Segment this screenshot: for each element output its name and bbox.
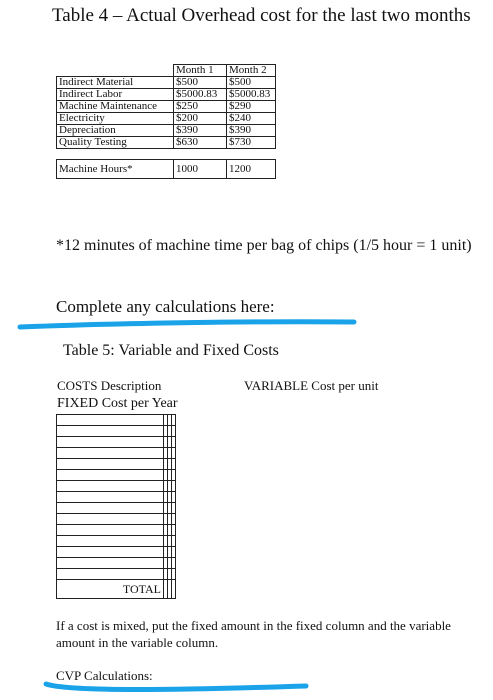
total-label: TOTAL: [57, 580, 164, 599]
machine-time-footnote: *12 minutes of machine time per bag of chips (1/5 hour = 1 unit): [56, 237, 472, 254]
row-label: Quality Testing: [57, 137, 174, 149]
month-2-value: $500: [227, 77, 276, 89]
row-label: Machine Maintenance: [57, 101, 174, 113]
row-label: Electricity: [57, 113, 174, 125]
month-1-value: $390: [174, 125, 227, 137]
month-1-value: $200: [174, 113, 227, 125]
month-1-value: $250: [174, 101, 227, 113]
row-label: Indirect Labor: [57, 89, 174, 101]
month-2-value: $390: [227, 125, 276, 137]
month-2-value: $240: [227, 113, 276, 125]
row-label: Machine Hours*: [57, 160, 174, 179]
month-1-value: 1000: [174, 160, 227, 179]
mixed-cost-note: If a cost is mixed, put the fixed amount in the fixed column and the variable amount in the variable column.: [56, 618, 451, 650]
month-2-value: $5000.83: [227, 89, 276, 101]
month-1-value: $630: [174, 137, 227, 149]
calculations-heading: Complete any calculations here:: [56, 297, 275, 316]
cvp-calculations-label: CVP Calculations:: [56, 668, 153, 683]
header-month-2: Month 2: [227, 65, 276, 77]
row-label: Indirect Material: [57, 77, 174, 89]
month-1-value: $5000.83: [174, 89, 227, 101]
costs-description-label: COSTS Description: [57, 378, 162, 393]
fixed-cost-label: FIXED Cost per Year: [57, 396, 178, 411]
table5-title: Table 5: Variable and Fixed Costs: [63, 342, 279, 359]
month-1-value: $500: [174, 77, 227, 89]
variable-cost-label: VARIABLE Cost per unit: [244, 378, 379, 393]
header-month-1: Month 1: [174, 65, 227, 77]
month-2-value: 1200: [227, 160, 276, 179]
highlight-underline-cvp: [46, 684, 306, 690]
highlight-underline-calculations: [20, 322, 354, 327]
table4-title: Table 4 – Actual Overhead cost for the last two months: [52, 5, 471, 26]
row-label: Depreciation: [57, 125, 174, 137]
month-2-value: $730: [227, 137, 276, 149]
month-2-value: $290: [227, 101, 276, 113]
